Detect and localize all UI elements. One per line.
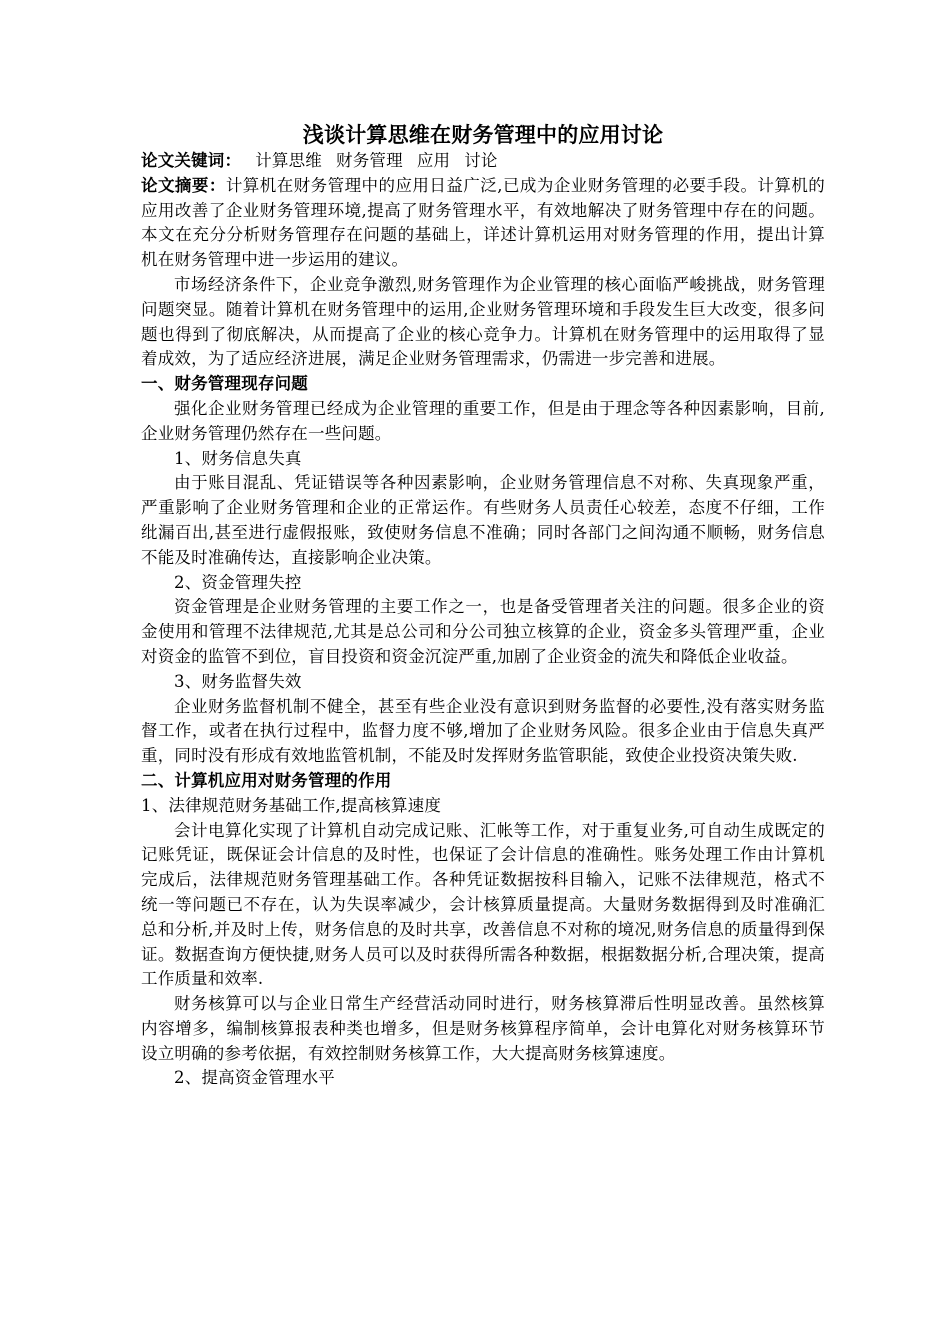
intro-paragraph: 市场经济条件下，企业竞争激烈,财务管理作为企业管理的核心面临严峻挑战，财务管理问题突显。随着计算机在财务管理中的运用,企业财务管理环境和手段发生巨大改变，很多问题也得到了彻底解决，从而提高了企业的核心竞争力。计算机在财务管理中的运用取得了显着成效，为了适应经济进展，满足企业财务管理需求，仍需进一步完善和进展。 [141,274,825,369]
abstract-label: 论文摘要： [141,175,226,195]
section-heading: 一、财务管理现存问题 [141,374,308,394]
subsection-title: 1、财务信息失真 [174,448,302,468]
keywords-label: 论文关键词： [141,151,242,170]
subsection-title: 3、财务监督失效 [174,671,302,691]
subsection-title: 2、资金管理失控 [174,572,302,592]
body-paragraph: 强化企业财务管理已经成为企业管理的重要工作，但是由于理念等各种因素影响，目前,企业财务管理仍然存在一些问题。 [141,398,825,443]
abstract-paragraph [141,174,825,273]
body-paragraph: 企业财务监督机制不健全，甚至有些企业没有意识到财务监督的必要性,没有落实财务监督工作，或者在执行过程中，监督力度不够,增加了企业财务风险。很多企业由于信息失真严重，同时没有形成有效地监管机制，不能及时发挥财务监管职能，致使企业投资决策失败. [141,696,825,766]
section-heading: 二、计算机应用对财务管理的作用 [141,770,392,790]
body-paragraph: 财务核算可以与企业日常生产经营活动同时进行，财务核算滞后性明显改善。虽然核算内容增多，编制核算报表种类也增多，但是财务核算程序简单，会计电算化对财务核算环节设立明确的参考依据，有效控制财务核算工作，大大提高财务核算速度。 [141,994,825,1063]
keyword-item: 应用 [416,151,451,170]
page-title: 浅谈计算思维在财务管理中的应用讨论 [302,123,664,147]
body-paragraph: 由于账目混乱、凭证错误等各种因素影响，企业财务管理信息不对称、失真现象严重，严重影响了企业财务管理和企业的正常运作。有些财务人员责任心较差，态度不仔细，工作纰漏百出,甚至进行虚假报账，致使财务信息不准确；同时各部门之间沟通不顺畅，财务信息不能及时准确传达，直接影响企业决策。 [141,473,825,567]
body-paragraph: 会计电算化实现了计算机自动完成记账、汇帐等工作，对于重复业务,可自动生成既定的记账凭证，既保证会计信息的及时性，也保证了会计信息的准确性。账务处理工作由计算机完成后，法律规范财务管理基础工作。各种凭证数据按科目输入，记账不法律规范，格式不统一等问题已不存在，认为失误率减少，会计核算质量提高。大量财务数据得到及时准确汇总和分析,并及时上传，财务信息的及时共享，改善信息不对称的境况,财务信息的质量得到保证。数据查询方便快捷,财务人员可以及时获得所需各种数据，根据数据分析,合理决策，提高工作质量和效率. [141,820,825,989]
keyword-item: 财务管理 [336,151,403,170]
subsection-title: 2、提高资金管理水平 [174,1068,335,1088]
subsection-title: 1、法律规范财务基础工作,提高核算速度 [141,795,442,815]
abstract-text: 计算机在财务管理中的应用日益广泛,已成为企业财务管理的必要手段。计算机的应用改善了企业财务管理环境,提高了财务管理水平，有效地解决了财务管理中存在的问题。本文在充分分析财务管理存在问题的基础上，详述计算机运用对财务管理的作用，提出计算机在财务管理中进一步运用的建议。 [141,175,826,270]
body-paragraph: 资金管理是企业财务管理的主要工作之一，也是备受管理者关注的问题。很多企业的资金使用和管理不法律规范,尤其是总公司和分公司独立核算的企业，资金多头管理严重，企业对资金的监管不到位，盲目投资和资金沉淀严重,加剧了企业资金的流失和降低企业收益。 [141,597,825,666]
keywords-line [141,149,825,174]
keyword-item: 讨论 [464,151,498,170]
document-page [141,121,825,1091]
keyword-item: 计算思维 [255,151,323,170]
